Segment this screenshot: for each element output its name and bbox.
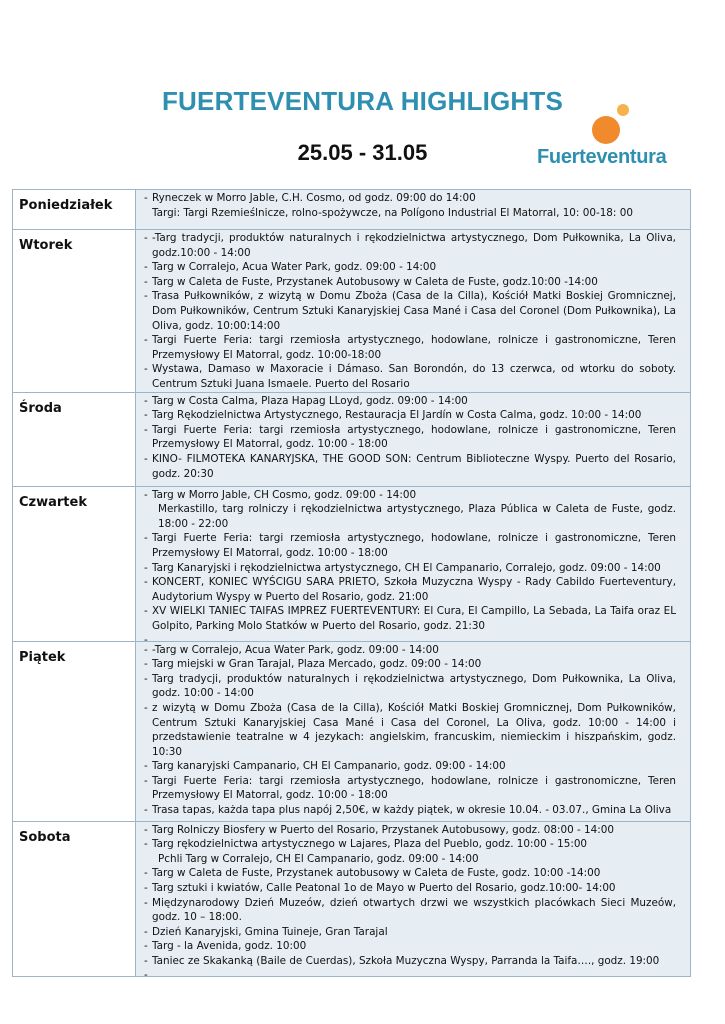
day-events bbox=[136, 486, 691, 641]
schedule-row bbox=[13, 190, 691, 230]
event-list bbox=[144, 823, 676, 975]
page-title: FUERTEVENTURA HIGHLIGHTS bbox=[161, 86, 564, 116]
event-item: - Targ w Corralejo, Acua Water Park, godz. 09:00 - 14:00 bbox=[144, 260, 676, 275]
schedule-row bbox=[13, 230, 691, 393]
event-item: - XV WIELKI TANIEC TAIFAS IMPREZ FUERTEVENTURY: El Cura, El Campillo, La Sebada, La Taifa oraz EL Golpito, Parking Molo Statków w Puerto del Rosario, godz. 21:30 bbox=[144, 604, 676, 633]
event-item: - Targ Kanaryjski i rękodzielnictwa artystycznego, CH El Campanario, Corralejo, godz. 09:00 - 14:00 bbox=[144, 561, 676, 576]
day-events bbox=[136, 641, 691, 821]
event-item: - Targ Rękodzielnictwa Artystycznego, Restauracja El Jardín w Costa Calma, godz. 10:00 - 14:00 bbox=[144, 408, 676, 423]
event-list bbox=[144, 191, 676, 220]
event-item: - Trasa tapas, każda tapa plus napój 2,50€, w każdy piątek, w okresie 10.04. - 03.07., Gmina La Oliva bbox=[144, 803, 676, 818]
event-list bbox=[144, 394, 676, 482]
schedule-row bbox=[13, 486, 691, 641]
event-item: Pchli Targ w Corralejo, CH El Campanario, godz. 09:00 - 14:00 bbox=[158, 852, 479, 865]
event-item: - Ryneczek w Morro Jable, C.H. Cosmo, od godz. 09:00 do 14:00 bbox=[144, 191, 676, 206]
event-item: - Trasa Pułkowników, z wizytą w Domu Zboża (Casa de la Cilla), Kościół Matki Boskiej Gromnicznej, Dom Pułkowników, Centrum Sztuki Kanaryjskiej Casa Mané i Casa del Coronel (Dom Pułkownika), La Oliva, godz. 10:00:14:00 bbox=[144, 289, 676, 333]
event-item: - Targ tradycji, produktów naturalnych i rękodzielnictwa artystycznego, Dom Pułkownika, La Oliva, godz. 10:00 - 14:00 bbox=[144, 672, 676, 701]
date-range: 25.05 - 31.05 bbox=[297, 140, 428, 165]
event-list bbox=[144, 231, 676, 392]
event-item: - Dzień Kanaryjski, Gmina Tuineje, Gran Tarajal bbox=[144, 925, 676, 940]
event-item: - -Targ tradycji, produktów naturalnych i rękodzielnictwa artystycznego, Dom Pułkownika, La Oliva, godz.10:00 - 14:00 bbox=[144, 231, 676, 260]
event-item: - Targ sztuki i kwiatów, Calle Peatonal 1o de Mayo w Puerto del Rosario, godz.10:00- 14:00 bbox=[144, 881, 676, 896]
event-item: - Targ Rolniczy Biosfery w Puerto del Rosario, Przystanek Autobusowy, godz. 08:00 - 14:00 bbox=[144, 823, 676, 838]
event-list bbox=[144, 643, 676, 818]
event-item: - Targ w Costa Calma, Plaza Hapag LLoyd, godz. 09:00 - 14:00 bbox=[144, 394, 676, 409]
day-events bbox=[136, 230, 691, 393]
day-label: Poniedziałek bbox=[13, 190, 136, 230]
logo-small-circle bbox=[617, 104, 629, 116]
sun-logo-icon bbox=[534, 100, 694, 150]
event-item: - Targ miejski w Gran Tarajal, Plaza Mercado, godz. 09:00 - 14:00 bbox=[144, 657, 676, 672]
event-item: - Targ w Caleta de Fuste, Przystanek autobusowy w Caleta de Fuste, godz. 10:00 -14:00 bbox=[144, 866, 676, 881]
day-events bbox=[136, 190, 691, 230]
day-label: Czwartek bbox=[13, 486, 136, 641]
logo-text: Fuerteventura bbox=[537, 146, 667, 168]
event-item: - Międzynarodowy Dzień Muzeów, dzień otwartych drzwi we wszystkich placówkach Sieci Muzeów, godz. 10 – 18:00. bbox=[144, 896, 676, 925]
fuerteventura-logo bbox=[534, 100, 694, 175]
day-label: Wtorek bbox=[13, 230, 136, 393]
schedule-row bbox=[13, 392, 691, 486]
event-item: - Targ w Morro Jable, CH Cosmo, godz. 09:00 - 14:00 bbox=[144, 488, 676, 503]
event-item: - Targ kanaryjski Campanario, CH El Campanario, godz. 09:00 - 14:00 bbox=[144, 759, 676, 774]
event-item: - Targ w Caleta de Fuste, Przystanek Autobusowy w Caleta de Fuste, godz.10:00 -14:00 bbox=[144, 275, 676, 290]
event-item: - Targi Fuerte Feria: targi rzemiosła artystycznego, hodowlane, rolnicze i gastronomiczne, Teren Przemysłowy El Matorral, godz. 10:00 - 18:00 bbox=[144, 774, 676, 803]
event-item: - Targi Fuerte Feria: targi rzemiosła artystycznego, hodowlane, rolnicze i gastronomiczne, Teren Przemysłowy El Matorral, godz. 10:00-18:00 bbox=[144, 333, 676, 362]
day-events bbox=[136, 392, 691, 486]
day-label: Środa bbox=[13, 392, 136, 486]
event-item: Targi: Targi Rzemieślnicze, rolno-spożywcze, na Polígono Industrial El Matorral, 10: 00-18: 00 bbox=[152, 206, 633, 219]
event-item: - Taniec ze Skakanką (Baile de Cuerdas), Szkoła Muzyczna Wyspy, Parranda la Taifa…., godz. 19:00 bbox=[144, 954, 676, 969]
event-item bbox=[144, 633, 676, 639]
logo-big-circle bbox=[592, 116, 620, 144]
day-label: Sobota bbox=[13, 821, 136, 976]
event-item bbox=[144, 968, 676, 974]
event-item: Merkastillo, targ rolniczy i rękodzielnictwa artystycznego, Plaza Pública w Caleta de Fuste, godz. 18:00 - 22:00 bbox=[158, 503, 676, 530]
schedule-table bbox=[12, 189, 691, 977]
day-events bbox=[136, 821, 691, 976]
event-item: - Wystawa, Damaso w Maxoracie i Dámaso. San Borondón, do 13 czerwca, od wtorku do soboty. Centrum Sztuki Juana Ismaele. Puerto del Rosario bbox=[144, 362, 676, 391]
schedule-row bbox=[13, 641, 691, 821]
event-item: - KINO- FILMOTEKA KANARYJSKA, THE GOOD SON: Centrum Biblioteczne Wyspy. Puerto del Rosario, godz. 20:30 bbox=[144, 452, 676, 481]
event-item: - Targi Fuerte Feria: targi rzemiosła artystycznego, hodowlane, rolnicze i gastronomiczne, Teren Przemysłowy El Matorral, godz. 10:00 - 18:00 bbox=[144, 531, 676, 560]
event-item: - z wizytą w Domu Zboża (Casa de la Cilla), Kościół Matki Boskiej Gromnicznej, Dom Pułkowników, Centrum Sztuki Kanaryjskiej Casa Mané i Casa del Coronel, La Oliva, godz. 10:00 - 14:00 i przedstawienie teatralne w 4 jezykach: angielskim, francuskim, niemieckim i hiszpańskim, godz. 10:30 bbox=[144, 701, 676, 759]
event-item: - Targi Fuerte Feria: targi rzemiosła artystycznego, hodowlane, rolnicze i gastronomiczne, Teren Przemysłowy El Matorral, godz. 10:00 - 18:00 bbox=[144, 423, 676, 452]
event-item: - -Targ w Corralejo, Acua Water Park, godz. 09:00 - 14:00 bbox=[144, 643, 676, 658]
event-item: - KONCERT, KONIEC WYŚCIGU SARA PRIETO, Szkoła Muzyczna Wyspy - Rady Cabildo Fuerteventury, Audytorium Wyspy w Puerto del Rosario, godz. 21:00 bbox=[144, 575, 676, 604]
event-list bbox=[144, 488, 676, 640]
day-label: Piątek bbox=[13, 641, 136, 821]
event-item: - Targ rękodzielnictwa artystycznego w Lajares, Plaza del Pueblo, godz. 10:00 - 15:00 bbox=[144, 837, 676, 852]
schedule-row bbox=[13, 821, 691, 976]
event-item: - Targ - la Avenida, godz. 10:00 bbox=[144, 939, 676, 954]
